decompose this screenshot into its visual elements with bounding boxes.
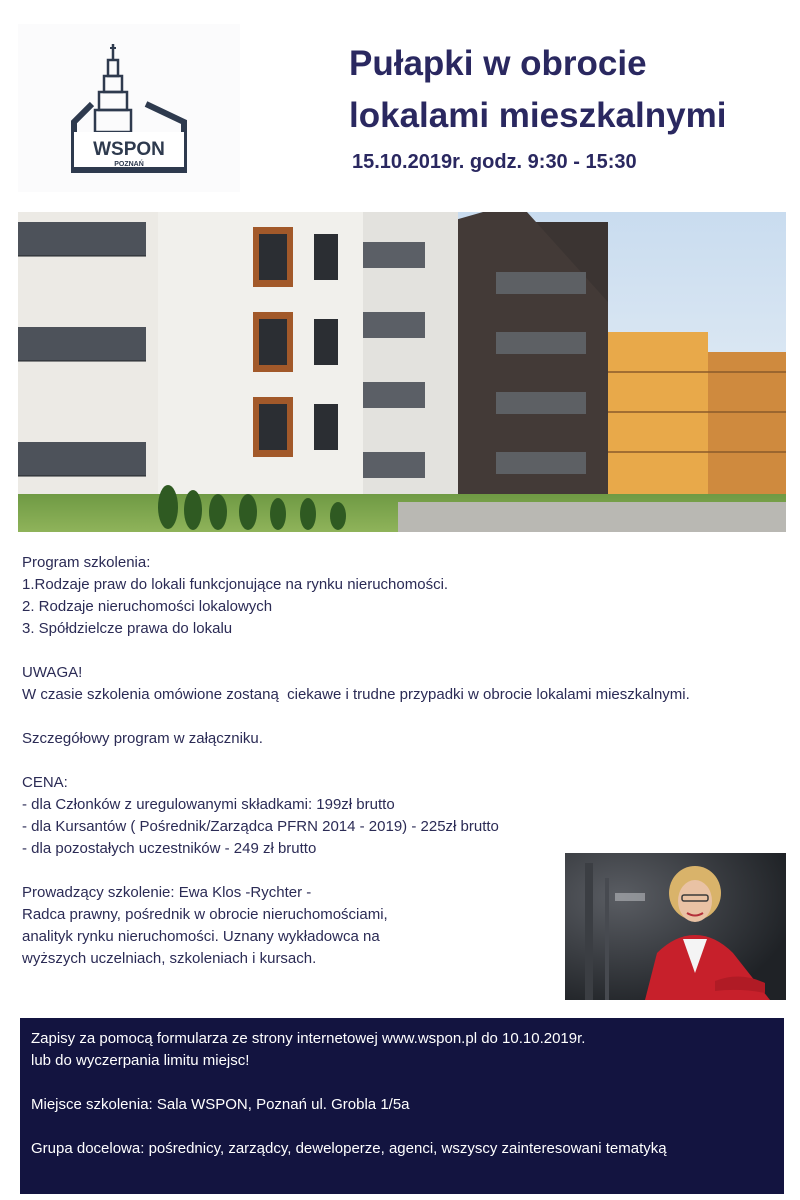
logo-graphic bbox=[18, 24, 240, 192]
trainer-photo bbox=[565, 853, 786, 1000]
spacer bbox=[31, 1116, 773, 1138]
logo-city: POZNAŃ bbox=[114, 161, 144, 168]
price-item: - dla Członków z uregulowanymi składkami: 199zł brutto bbox=[22, 796, 395, 813]
training-location: Miejsce szkolenia: Sala WSPON, Poznań ul. Grobla 1/5a bbox=[31, 1096, 410, 1113]
warning-title: UWAGA! bbox=[22, 664, 83, 681]
spacer bbox=[22, 706, 782, 728]
spacer bbox=[22, 640, 782, 662]
program-item: 1.Rodzaje praw do lokali funkcjonujące na rynku nieruchomości. bbox=[22, 576, 449, 593]
registration-line: Zapisy za pomocą formularza ze strony internetowej www.wspon.pl do 10.10.2019r. bbox=[31, 1030, 586, 1047]
spacer bbox=[31, 1072, 773, 1094]
trainer-line: analityk rynku nieruchomości. Uznany wykładowca na bbox=[22, 928, 380, 945]
wspon-logo bbox=[18, 24, 240, 192]
page-title bbox=[349, 38, 789, 142]
details-note: Szczegółowy program w załączniku. bbox=[22, 730, 263, 747]
title-line-2: lokalami mieszkalnymi bbox=[349, 96, 727, 135]
program-item: 2. Rodzaje nieruchomości lokalowych bbox=[22, 598, 273, 615]
logo-name: WSPON bbox=[93, 139, 165, 160]
target-audience: Grupa docelowa: pośrednicy, zarządcy, deweloperze, agenci, wszyscy zainteresowani tematyką bbox=[31, 1140, 667, 1157]
title-line-1: Pułapki w obrocie bbox=[349, 44, 647, 83]
program-title: Program szkolenia: bbox=[22, 554, 151, 571]
trainer-line: wyższych uczelniach, szkoleniach i kursach. bbox=[22, 950, 317, 967]
warning-text: W czasie szkolenia omówione zostaną ciekawe i trudne przypadki w obrocie lokalami mieszkalnymi. bbox=[22, 686, 690, 703]
registration-line: lub do wyczerpania limitu miejsc! bbox=[31, 1052, 250, 1069]
trainer-line: Radca prawny, pośrednik w obrocie nieruchomościami, bbox=[22, 906, 388, 923]
program-item: 3. Spółdzielcze prawa do lokalu bbox=[22, 620, 233, 637]
spacer bbox=[22, 750, 782, 772]
price-item: - dla Kursantów ( Pośrednik/Zarządca PFRN 2014 - 2019) - 225zł brutto bbox=[22, 818, 499, 835]
registration-info-box bbox=[20, 1018, 784, 1194]
apartment-buildings-image bbox=[18, 212, 786, 532]
price-item: - dla pozostałych uczestników - 249 zł brutto bbox=[22, 840, 317, 857]
price-title: CENA: bbox=[22, 774, 68, 791]
trainer-line: Prowadzący szkolenie: Ewa Klos -Rychter - bbox=[22, 884, 312, 901]
event-date: 15.10.2019r. godz. 9:30 - 15:30 bbox=[352, 151, 637, 173]
